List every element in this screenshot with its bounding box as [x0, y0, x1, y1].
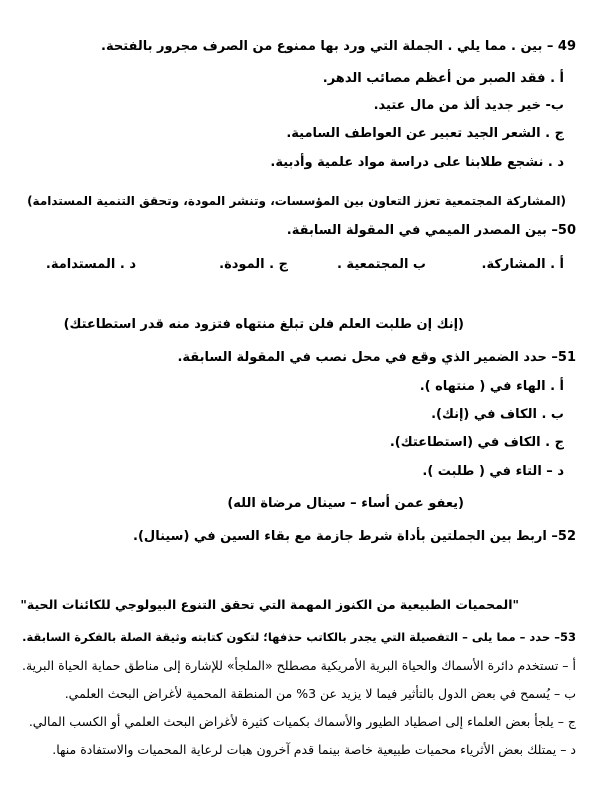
question-51-title: 51– حدد الضمير الذي وقع في محل نصب في المقولة السابقة.: [177, 350, 576, 365]
question-51-option-b: ب . الكاف في (إنك).: [431, 407, 564, 422]
question-52-title: 52– اربط بين الجملتين بأداة شرط جازمة مع بقاء السين في (سينال).: [133, 529, 576, 544]
question-50-option-a: أ . المشاركة.: [481, 257, 564, 272]
question-49-option-c: ج . الشعر الجيد تعبير عن العواطف السامية.: [286, 126, 564, 141]
question-50-option-c: ج . المودة.: [219, 257, 288, 272]
question-49-option-b: ب- خير جديد ألذ من مال عتيد.: [373, 98, 564, 113]
question-49-option-a: أ . فقد الصبر من أعظم مصائب الدهر.: [322, 71, 564, 86]
question-50-options: [20, 256, 576, 274]
quote-50: (المشاركة المجتمعية تعزز التعاون بين المؤسسات، وتنشر المودة، وتحقق التنمية المستدامة): [27, 194, 566, 208]
question-53-title: 53– حدد – مما يلى – التفصيلة التي يجدر بالكاتب حذفها؛ لتكون كتابته وثيقة الصلة بالفكرة السابقة.: [22, 630, 576, 644]
question-51-option-a: أ . الهاء في ( منتهاه ).: [419, 379, 564, 394]
question-53-option-c: ج – يلجأ بعض العلماء إلى اصطياد الطيور والأسماك بكميات كثيرة لأغراض البحث العلمي أو الكسب المالي.: [28, 714, 576, 729]
quote-52: (يعفو عمن أساء – سينال مرضاة الله): [227, 496, 464, 511]
question-49-option-d: د . نشجع طلابنا على دراسة مواد علمية وأدبية.: [270, 155, 564, 170]
question-50-title: 50– بين المصدر الميمي في المقولة السابقة.: [286, 223, 576, 238]
question-50-option-d: د . المستدامة.: [45, 257, 136, 272]
quote-51: (إنك إن طلبت العلم فلن تبلغ منتهاه فتزود منه قدر استطاعتك): [63, 317, 464, 332]
question-53-option-b: ب – يُسمح في بعض الدول بالتأثير فيما لا يزيد عن 3% من المنطقة المحمية لأغراض البحث العلمي.: [64, 686, 576, 701]
question-51-option-d: د – التاء في ( طلبت ).: [422, 464, 564, 479]
question-53-option-a: أ – تستخدم دائرة الأسماك والحياة البرية الأمريكية مصطلح «الملجأ» للإشارة إلى مناطق حماية الحياة البرية.: [22, 658, 576, 673]
question-49-title: 49 – بين . مما يلي . الجملة التي ورد بها ممنوع من الصرف مجرور بالفتحة.: [101, 39, 576, 54]
question-53-option-d: د – يمتلك بعض الأثرياء محميات طبيعية خاصة بينما قدم آخرون هبات لرعاية المحميات والاستفادة منها.: [52, 742, 576, 757]
question-50-option-b: ب المجتمعية .: [336, 257, 426, 272]
question-51-option-c: ج . الكاف في (استطاعتك).: [389, 435, 564, 450]
quote-53: "المحميات الطبيعية من الكنوز المهمة التي تحقق التنوع البيولوجي للكائنات الحية": [20, 597, 519, 612]
